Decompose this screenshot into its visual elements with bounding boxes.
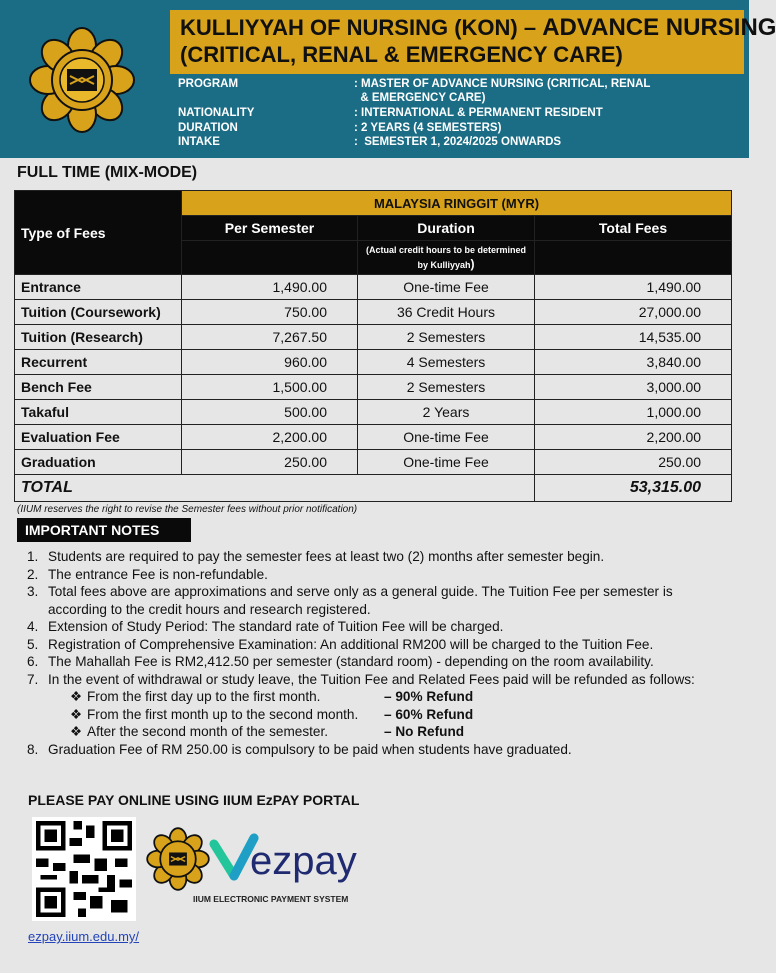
- fee-type-cell: Bench Fee: [15, 375, 182, 400]
- total-fees-cell: 1,490.00: [535, 275, 732, 300]
- col-header-type: Type of Fees: [15, 191, 182, 275]
- duration-cell: One-time Fee: [358, 450, 535, 475]
- total-fees-cell: 3,000.00: [535, 375, 732, 400]
- per-semester-cell: 1,500.00: [182, 375, 358, 400]
- section-title: FULL TIME (MIX-MODE): [17, 164, 198, 181]
- table-row: [15, 450, 732, 475]
- total-label: TOTAL: [15, 475, 535, 502]
- ezpay-logo-icon[interactable]: [210, 830, 390, 890]
- table-row: [15, 325, 732, 350]
- total-fees-cell: 3,840.00: [535, 350, 732, 375]
- table-row: [15, 400, 732, 425]
- duration-note: (Actual credit hours to be determined by Kulliyyah): [358, 241, 535, 275]
- fee-type-cell: Recurrent: [15, 350, 182, 375]
- note-item-2: 2. The entrance Fee is non-refundable.: [27, 566, 268, 582]
- per-semester-cell: 750.00: [182, 300, 358, 325]
- table-row: [15, 425, 732, 450]
- pay-title: PLEASE PAY ONLINE USING IIUM EzPAY PORTAL: [28, 792, 360, 808]
- table-row: [15, 375, 732, 400]
- fee-type-cell: Graduation: [15, 450, 182, 475]
- header-banner: KULLIYYAH OF NURSING (KON) – ADVANCE NURSING (CRITICAL, RENAL & EMERGENCY CARE) PROGRAM : MASTER OF ADVANCE NURSING (CRITICAL, RENAL & EMERGENCY CARE) NATIONALITY : INTERNATIONAL & PERMANENT RESIDENT DURATION : 2 YEARS (4 SEMESTERS) INTAKE : SEMESTER 1, 2024/2025 ONWARDS: [0, 0, 749, 158]
- table-row: [15, 300, 732, 325]
- total-fees-cell: 14,535.00: [535, 325, 732, 350]
- ezpay-link[interactable]: ezpay.iium.edu.my/: [28, 929, 140, 944]
- duration-cell: 2 Semesters: [358, 375, 535, 400]
- fee-type-cell: Tuition (Coursework): [15, 300, 182, 325]
- table-row: [15, 275, 732, 300]
- note-item-8: 8. Graduation Fee of RM 250.00 is compulsory to be paid when students have graduated.: [27, 741, 572, 757]
- notes-list: [24, 548, 724, 758]
- iium-logo-small-icon: [146, 827, 210, 891]
- diamond-bullet-icon: ❖: [70, 706, 83, 722]
- note-item-7: 7. In the event of withdrawal or study leave, the Tuition Fee and Related Fees paid will be refunded as follows:: [27, 671, 695, 687]
- refund-period: From the first day up to the first month.: [87, 689, 321, 704]
- duration-cell: 2 Years: [358, 400, 535, 425]
- per-semester-cell: 2,200.00: [182, 425, 358, 450]
- total-fees-cell: 27,000.00: [535, 300, 732, 325]
- notes-title: IMPORTANT NOTES: [17, 518, 191, 542]
- page-title-line1: KULLIYYAH OF NURSING (KON) – ADVANCE NURSING: [180, 14, 776, 41]
- header-blank: [182, 241, 358, 275]
- refund-period: From the first month up to the second month.: [87, 706, 359, 722]
- fee-type-cell: Takaful: [15, 400, 182, 425]
- diamond-bullet-icon: ❖: [70, 689, 83, 704]
- per-semester-cell: 960.00: [182, 350, 358, 375]
- header-blank: [535, 241, 732, 275]
- duration-cell: One-time Fee: [358, 425, 535, 450]
- note-item-4: 4. Extension of Study Period: The standard rate of Tuition Fee will be charged.: [27, 619, 504, 634]
- disclaimer: (IIUM reserves the right to revise the Semester fees without prior notification): [17, 504, 358, 515]
- total-fees-cell: 2,200.00: [535, 425, 732, 450]
- duration-cell: 2 Semesters: [358, 325, 535, 350]
- duration-cell: One-time Fee: [358, 275, 535, 300]
- refund-item: [24, 688, 724, 706]
- col-header-duration: Duration: [358, 216, 535, 241]
- note-item-1: 1. Students are required to pay the semester fees at least two (2) months after semester begin.: [27, 549, 605, 564]
- per-semester-cell: 250.00: [182, 450, 358, 475]
- total-fees-cell: 250.00: [535, 450, 732, 475]
- refund-percent: – No Refund: [384, 724, 465, 739]
- refund-item: [24, 723, 724, 741]
- qr-code-icon[interactable]: [32, 817, 136, 921]
- refund-percent: – 90% Refund: [384, 689, 474, 704]
- note-item-6: 6. The Mahallah Fee is RM2,412.50 per semester (standard room) - depending on the room availability.: [27, 654, 654, 669]
- total-row: [15, 475, 732, 502]
- note-item-5: 5. Registration of Comprehensive Examination: An additional RM200 will be charged to the Tuition Fee.: [27, 636, 654, 652]
- total-value: 53,315.00: [535, 475, 732, 502]
- refund-percent: – 60% Refund: [384, 706, 474, 722]
- per-semester-cell: 1,490.00: [182, 275, 358, 300]
- note-item-3: 3. Total fees above are approximations and serve only as a general guide. The Tuition Fee per semester is according to the credit hours and research registered.: [27, 584, 673, 617]
- col-header-total: Total Fees: [535, 216, 732, 241]
- currency-header: MALAYSIA RINGGIT (MYR): [182, 191, 732, 216]
- col-header-per-semester: Per Semester: [182, 216, 358, 241]
- fee-type-cell: Evaluation Fee: [15, 425, 182, 450]
- refund-period: After the second month of the semester.: [87, 724, 329, 739]
- ezpay-subtitle: IIUM ELECTRONIC PAYMENT SYSTEM: [193, 894, 349, 904]
- ezpay-wordmark: ezpay: [250, 839, 357, 883]
- iium-logo-icon: [28, 26, 136, 134]
- refund-item: [24, 706, 724, 724]
- duration-cell: 36 Credit Hours: [358, 300, 535, 325]
- total-fees-cell: 1,000.00: [535, 400, 732, 425]
- fees-table: [14, 190, 732, 502]
- page-title-line2: (CRITICAL, RENAL & EMERGENCY CARE): [180, 42, 623, 67]
- duration-cell: 4 Semesters: [358, 350, 535, 375]
- diamond-bullet-icon: ❖: [70, 724, 83, 739]
- fee-type-cell: Tuition (Research): [15, 325, 182, 350]
- fee-type-cell: Entrance: [15, 275, 182, 300]
- per-semester-cell: 7,267.50: [182, 325, 358, 350]
- title-box: [170, 10, 776, 74]
- table-row: [15, 350, 732, 375]
- per-semester-cell: 500.00: [182, 400, 358, 425]
